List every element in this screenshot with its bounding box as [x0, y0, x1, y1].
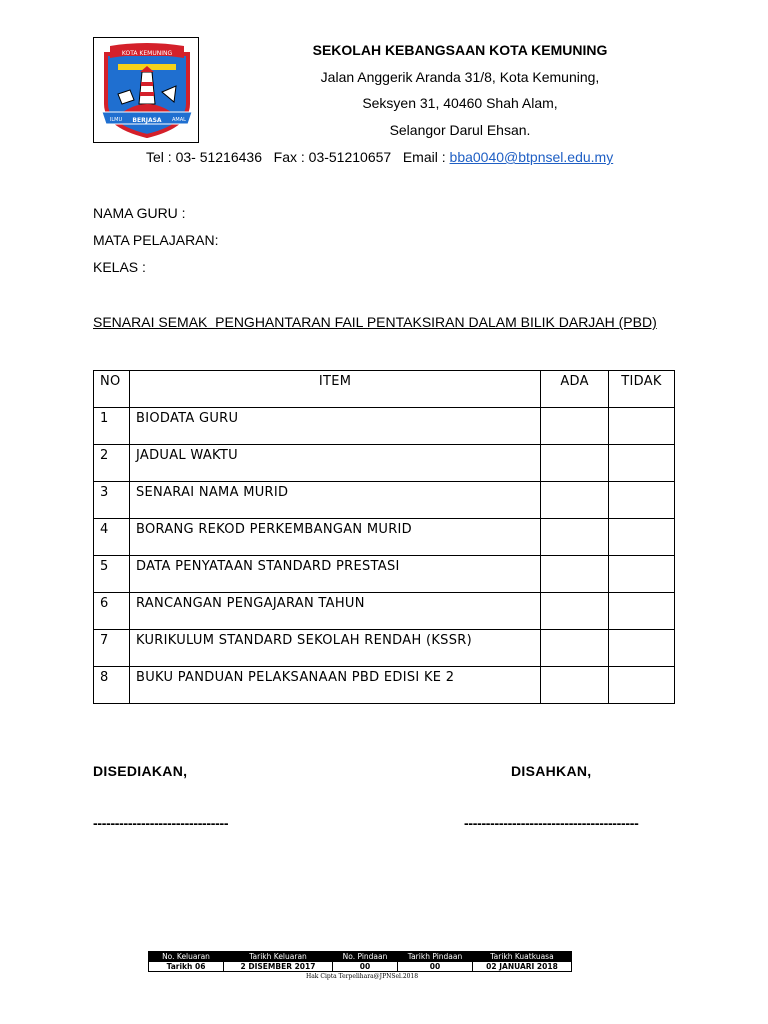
ada-cell[interactable] [541, 556, 609, 593]
row-number: 3 [94, 482, 130, 519]
footer-header-cell: Tarikh Pindaan [398, 952, 473, 962]
class-label: KELAS : [93, 259, 146, 275]
logo-banner-text: KOTA KEMUNING [121, 50, 173, 57]
table-row [94, 408, 675, 445]
column-header-no: NO [94, 371, 130, 408]
school-logo [93, 37, 199, 143]
table-row [94, 667, 675, 704]
ada-cell[interactable] [541, 593, 609, 630]
footer-header-row [149, 952, 572, 962]
table-row [94, 519, 675, 556]
footer-value-cell: 02 JANUARI 2018 [473, 962, 572, 972]
approved-signature-line: ---------------------------------------- [464, 815, 639, 831]
column-header-ada: ADA [541, 371, 609, 408]
footer-header-cell: No. Pindaan [333, 952, 398, 962]
school-crest-icon [100, 42, 194, 140]
subject-label: MATA PELAJARAN: [93, 232, 219, 248]
row-item: JADUAL WAKTU [129, 445, 540, 482]
checklist-title: SENARAI SEMAK PENGHANTARAN FAIL PENTAKSIRAN DALAM BILIK DARJAH (PBD) [93, 314, 657, 330]
footer-value-cell: Tarikh 06 [149, 962, 224, 972]
email-link[interactable]: bba0040@btpnsel.edu.my [449, 149, 614, 165]
ada-cell[interactable] [541, 667, 609, 704]
row-number: 8 [94, 667, 130, 704]
row-item: BORANG REKOD PERKEMBANGAN MURID [129, 519, 540, 556]
teacher-name-label: NAMA GURU : [93, 205, 186, 221]
row-item: DATA PENYATAAN STANDARD PRESTASI [129, 556, 540, 593]
logo-ribbon-center: BERJASA [132, 117, 162, 124]
footer-header-cell: Tarikh Keluaran [224, 952, 333, 962]
contact-text: Tel : 03- 51216436 Fax : 03-51210657 Email : [146, 149, 450, 165]
table-header-row [94, 371, 675, 408]
row-number: 1 [94, 408, 130, 445]
contact-line [146, 149, 613, 165]
address-line-3: Selangor Darul Ehsan. [389, 122, 531, 138]
table-row [94, 445, 675, 482]
prepared-signature-line: ------------------------------- [93, 815, 229, 831]
address-line-2: Seksyen 31, 40460 Shah Alam, [362, 95, 558, 111]
row-number: 2 [94, 445, 130, 482]
logo-ribbon-right: AMAL [172, 117, 186, 123]
ada-cell[interactable] [541, 630, 609, 667]
footer-header-cell: Tarikh Kuatkuasa [473, 952, 572, 962]
row-item: SENARAI NAMA MURID [129, 482, 540, 519]
footer-value-cell: 2 DISEMBER 2017 [224, 962, 333, 972]
table-row [94, 556, 675, 593]
row-number: 4 [94, 519, 130, 556]
tidak-cell[interactable] [609, 445, 675, 482]
checklist-table [93, 370, 675, 704]
footer-value-row [149, 962, 572, 972]
tidak-cell[interactable] [609, 667, 675, 704]
row-item: BUKU PANDUAN PELAKSANAAN PBD EDISI KE 2 [129, 667, 540, 704]
school-name: SEKOLAH KEBANGSAAN KOTA KEMUNING [312, 42, 608, 58]
row-item: BIODATA GURU [129, 408, 540, 445]
row-number: 6 [94, 593, 130, 630]
ada-cell[interactable] [541, 519, 609, 556]
row-item: KURIKULUM STANDARD SEKOLAH RENDAH (KSSR) [129, 630, 540, 667]
logo-ribbon-left: ILMU [109, 117, 123, 123]
approved-by-label: DISAHKAN, [511, 763, 592, 779]
footer-header-cell: No. Keluaran [149, 952, 224, 962]
footer-value-cell: 00 [333, 962, 398, 972]
tidak-cell[interactable] [609, 519, 675, 556]
row-item: RANCANGAN PENGAJARAN TAHUN [129, 593, 540, 630]
tidak-cell[interactable] [609, 630, 675, 667]
address-line-1: Jalan Anggerik Aranda 31/8, Kota Kemuning, [320, 69, 600, 85]
prepared-by-label: DISEDIAKAN, [93, 763, 188, 779]
footer-value-cell: 00 [398, 962, 473, 972]
row-number: 7 [94, 630, 130, 667]
tidak-cell[interactable] [609, 593, 675, 630]
copyright-text: Hak Cipta Terpelihara@JPNSel.2018 [306, 973, 419, 980]
column-header-item: ITEM [129, 371, 540, 408]
tidak-cell[interactable] [609, 482, 675, 519]
column-header-tidak: TIDAK [609, 371, 675, 408]
table-row [94, 482, 675, 519]
document-control-table [148, 951, 572, 972]
table-row [94, 593, 675, 630]
ada-cell[interactable] [541, 408, 609, 445]
ada-cell[interactable] [541, 445, 609, 482]
table-row [94, 630, 675, 667]
tidak-cell[interactable] [609, 556, 675, 593]
ada-cell[interactable] [541, 482, 609, 519]
tidak-cell[interactable] [609, 408, 675, 445]
row-number: 5 [94, 556, 130, 593]
